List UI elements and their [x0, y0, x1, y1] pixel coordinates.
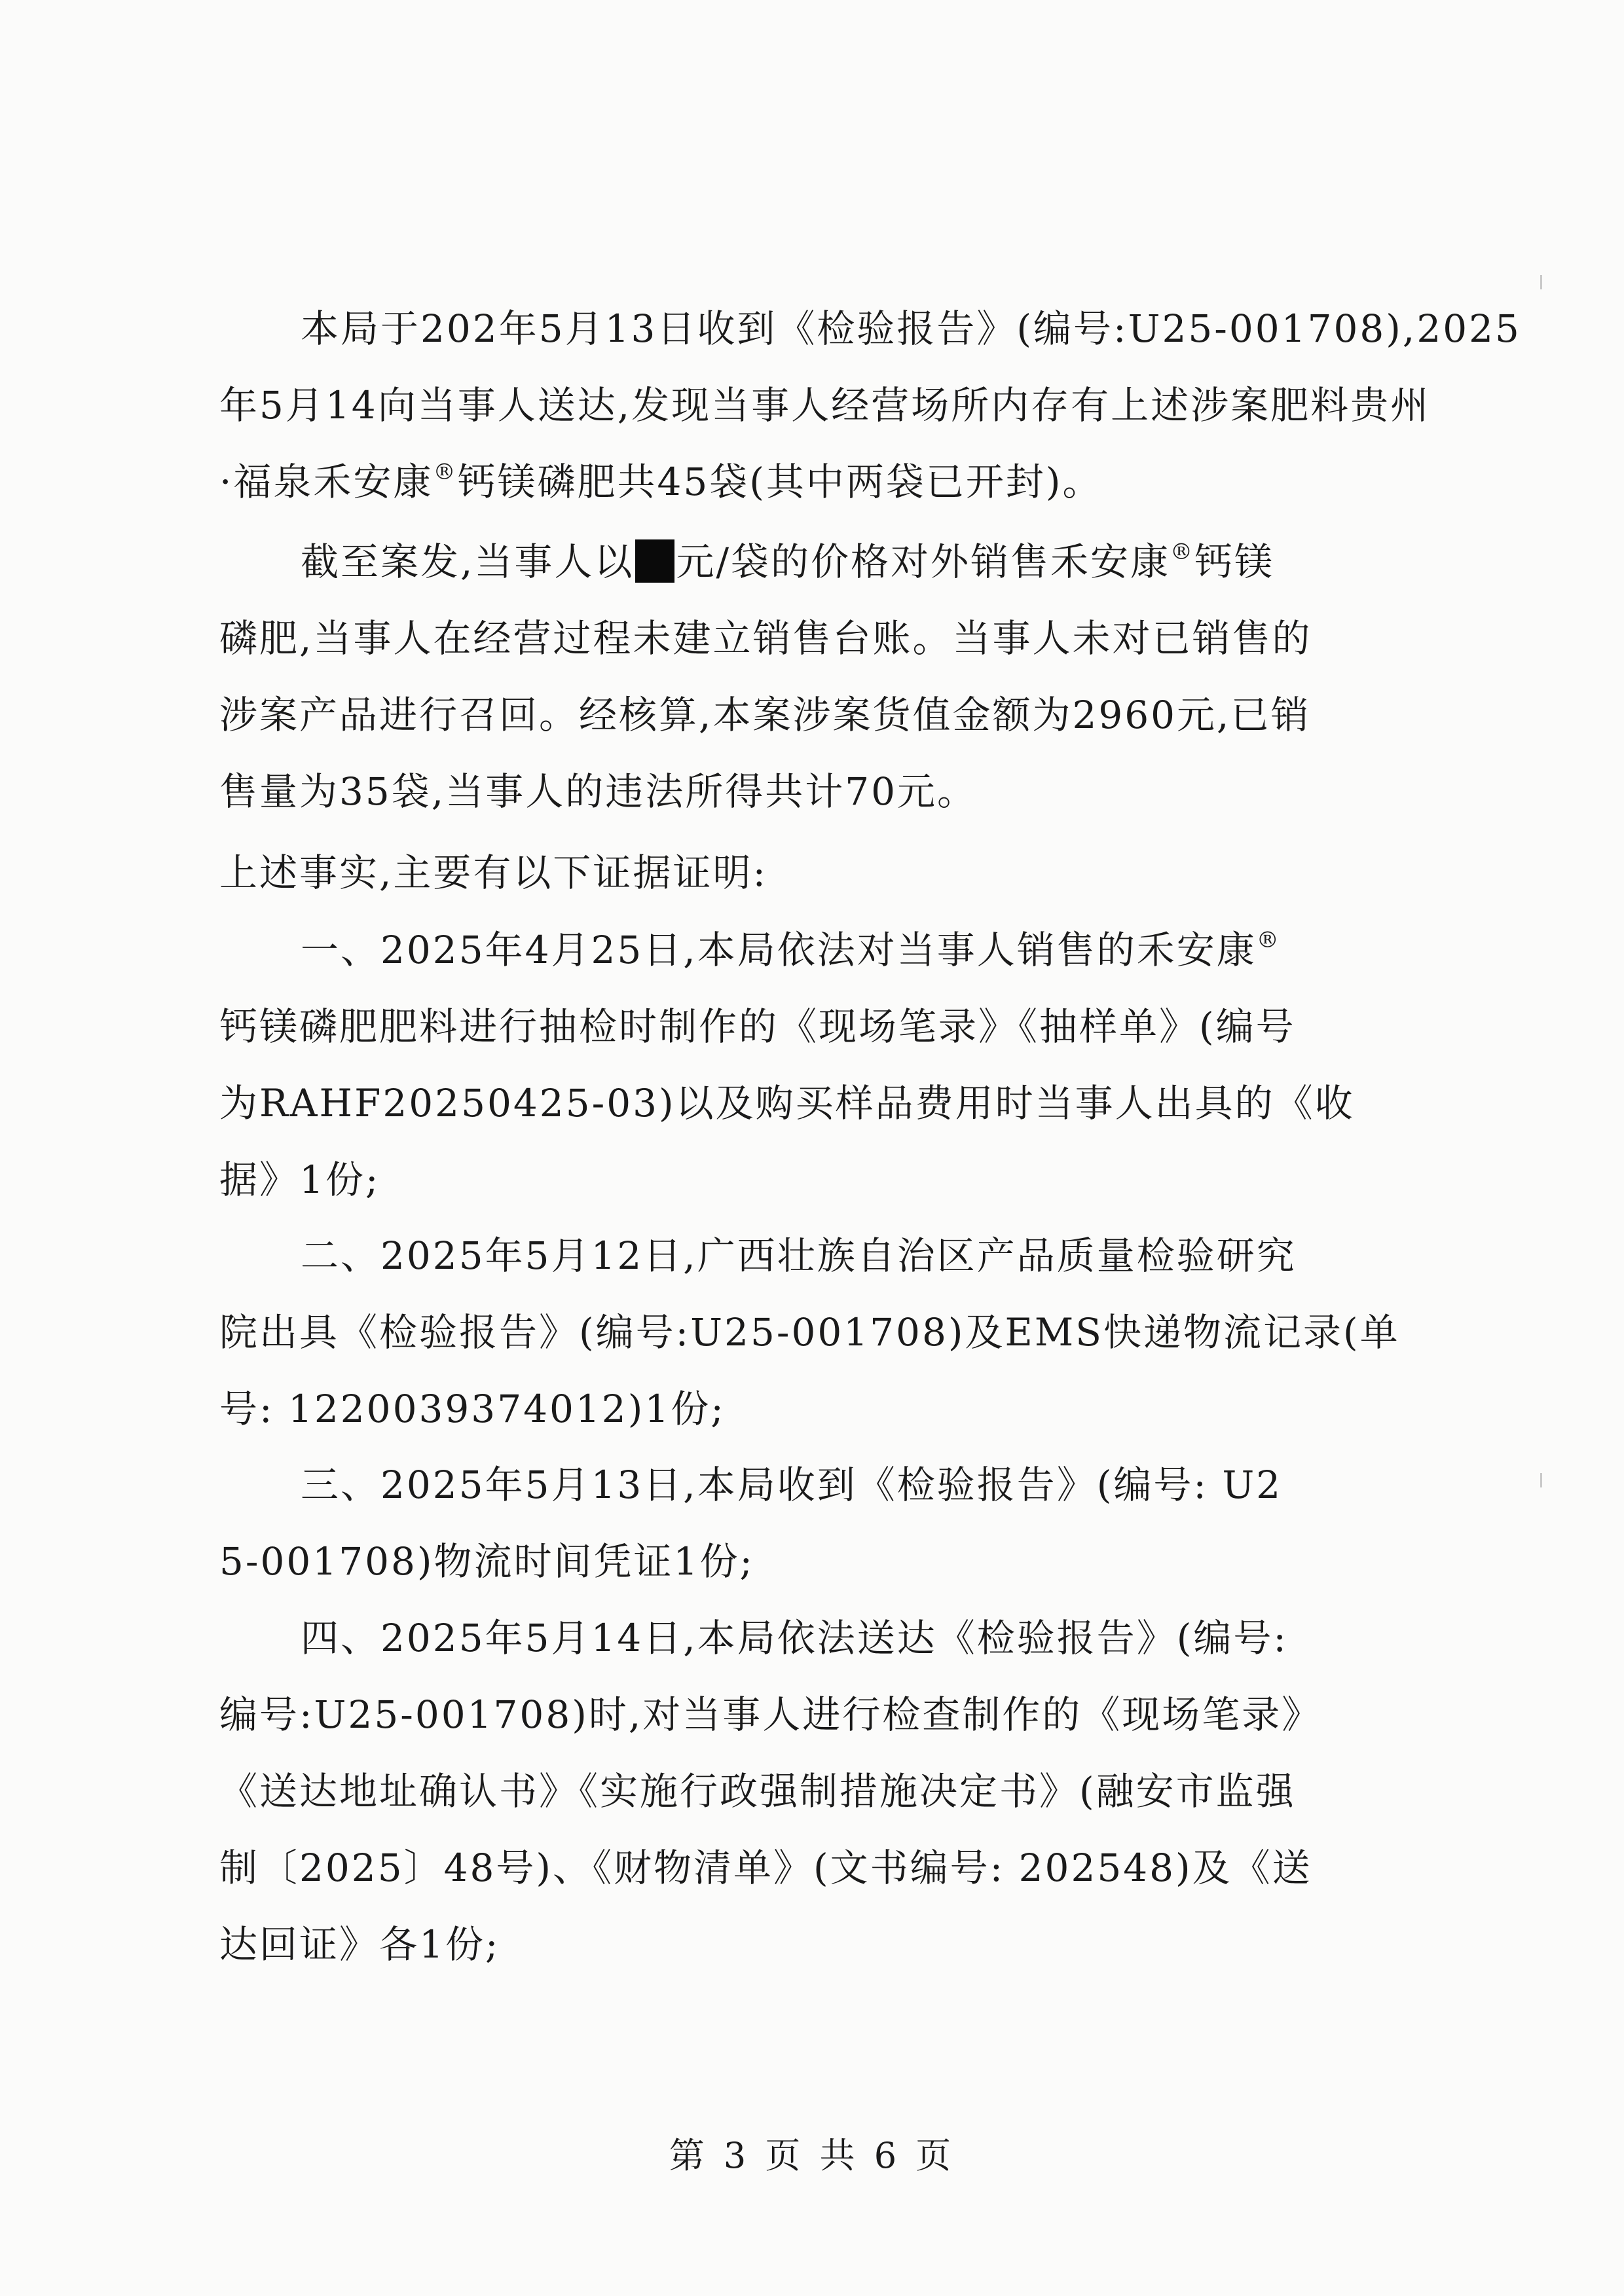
- text-line: 制〔2025〕48号)、《财物清单》(文书编号: 202548)及《送: [219, 1846, 1312, 1890]
- text-line: 上述事实,主要有以下证据证明:: [219, 850, 767, 895]
- text-fragment: 元/袋的价格对外销售禾安康: [676, 539, 1170, 584]
- text-fragment: 钙镁: [1194, 539, 1274, 584]
- page-footer: 第 3 页 共 6 页: [669, 2135, 955, 2176]
- text-line: 年5月14向当事人送达,发现当事人经营场所内存有上述涉案肥料贵州: [219, 383, 1431, 428]
- paragraph-5: [219, 1218, 1437, 1448]
- text-line: [219, 912, 1437, 989]
- paragraph-4: [219, 912, 1437, 1218]
- text-line: [219, 444, 1437, 520]
- paragraph-1: [219, 291, 1521, 520]
- text-line: 本局于202年5月13日收到《检验报告》(编号:U25-001708),2025: [301, 306, 1521, 351]
- registered-mark: ®: [1256, 927, 1281, 953]
- text-line: 院出具《检验报告》(编号:U25-001708)及EMS快递物流记录(单: [219, 1310, 1400, 1355]
- text-fragment: ·福泉禾安康: [219, 460, 434, 504]
- paragraph-3: [219, 835, 1437, 911]
- redaction-block: [635, 539, 674, 583]
- scan-edge-mark: [1540, 275, 1542, 289]
- text-line: 二、2025年5月12日,广西壮族自治区产品质量检验研究: [301, 1233, 1297, 1278]
- text-line: 据》1份;: [219, 1157, 380, 1202]
- text-line: 售量为35袋,当事人的违法所得共计70元。: [219, 769, 978, 814]
- registered-mark: ®: [433, 459, 458, 485]
- registered-mark: ®: [1170, 539, 1194, 565]
- text-line: 《送达地址确认书》《实施行政强制措施决定书》(融安市监强: [219, 1769, 1296, 1813]
- text-line: 为RAHF20250425-03)以及购买样品费用时当事人出具的《收: [219, 1081, 1355, 1125]
- scan-edge-mark: [1540, 1473, 1542, 1487]
- text-line: 号: 1220039374012)1份;: [219, 1387, 726, 1431]
- text-fragment: 一、2025年4月25日,本局依法对当事人销售的禾安康: [301, 928, 1257, 972]
- text-line: 编号:U25-001708)时,对当事人进行检查制作的《现场笔录》: [219, 1692, 1322, 1737]
- paragraph-6: [219, 1447, 1437, 1600]
- text-line: 5-001708)物流时间凭证1份;: [219, 1539, 754, 1584]
- text-line: 三、2025年5月13日,本局收到《检验报告》(编号: U2: [301, 1463, 1283, 1507]
- text-line: 涉案产品进行召回。经核算,本案涉案货值金额为2960元,已销: [219, 693, 1311, 737]
- text-line: 达回证》各1份;: [219, 1922, 500, 1967]
- text-line: [219, 524, 1437, 600]
- text-line: 钙镁磷肥肥料进行抽检时制作的《现场笔录》《抽样单》(编号: [219, 1004, 1296, 1049]
- text-line: 磷肥,当事人在经营过程未建立销售台账。当事人未对已销售的: [219, 616, 1312, 661]
- text-fragment: 截至案发,当事人以: [301, 539, 635, 584]
- text-line: 四、2025年5月14日,本局依法送达《检验报告》(编号:: [301, 1616, 1288, 1660]
- paragraph-7: [219, 1600, 1437, 1983]
- text-fragment: 钙镁磷肥共45袋(其中两袋已开封)。: [457, 460, 1103, 504]
- paragraph-2: [219, 524, 1437, 830]
